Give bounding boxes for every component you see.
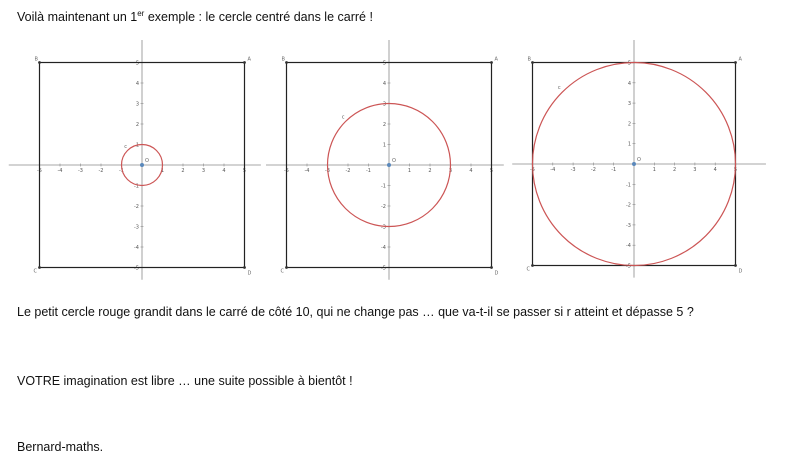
circle-label: c [341,114,345,121]
vertex-point [285,61,288,64]
vertex-label: C [526,266,530,273]
y-tick-label: 4 [135,81,139,87]
vertex-point [243,266,246,269]
vertex-point [531,264,534,267]
vertex-label: B [34,56,38,63]
x-tick-label: -2 [98,168,104,174]
x-tick-label: 4 [222,168,226,174]
vertex-point [734,61,737,64]
vertex-point [38,61,41,64]
y-tick-label: -5 [626,263,631,270]
x-tick-label: -1 [611,167,617,173]
x-tick-label: -2 [590,167,596,173]
vertex-label: B [281,56,285,63]
y-tick-label: -3 [381,224,386,231]
y-tick-label: 3 [135,101,139,108]
x-tick-label: 1 [407,168,412,174]
y-tick-label: 5 [135,60,139,67]
intro-line [17,9,373,24]
y-tick-label: 4 [382,81,386,87]
x-tick-label: -3 [325,168,330,174]
x-tick-label: 4 [469,168,473,174]
origin-label: O [637,157,641,163]
x-tick-label: 2 [428,168,432,174]
vertex-label: B [527,56,531,63]
y-tick-label: 2 [135,122,139,128]
figure-circle-r5 [504,40,774,280]
vertex-label: A [738,56,742,63]
x-tick-label: -3 [78,168,83,174]
vertex-point [490,61,493,64]
intro-text-start: Voilà maintenant un 1 [17,10,138,25]
circle-label: c [124,144,127,151]
intro-superscript: er [137,9,145,18]
x-tick-label: 3 [693,167,697,173]
question-paragraph: Le petit cercle rouge grandit dans le carré de côté 10, qui ne change pas … que va-t-il se passer si r atteint et dépasse 5 ? [17,305,694,319]
y-tick-label: 2 [627,121,631,128]
y-tick-label: 3 [627,101,631,108]
x-tick-label: -4 [550,167,556,173]
y-tick-label: -4 [626,243,631,250]
x-tick-label: -5 [37,168,42,174]
x-tick-label: 1 [652,167,656,173]
x-tick-label: 5 [242,168,247,174]
y-tick-label: 1 [135,142,139,149]
origin-point [140,163,144,167]
x-tick-label: -4 [57,168,63,174]
vertex-point [734,264,737,267]
y-tick-label: -5 [381,265,386,272]
signature: Bernard-maths. [17,440,104,454]
x-tick-label: 5 [733,167,738,173]
origin-label: O [392,158,396,164]
y-tick-label: 1 [627,141,631,148]
x-tick-label: -1 [366,168,371,174]
x-tick-label: 3 [201,168,206,174]
y-tick-label: 3 [382,101,386,108]
origin-point [632,162,636,166]
y-tick-label: 4 [627,80,631,87]
vertex-label: C [33,268,37,275]
imagination-paragraph: VOTRE imagination est libre … une suite possible à bientôt ! [17,374,353,388]
y-tick-label: -4 [134,245,139,251]
vertex-label: A [494,56,498,63]
y-tick-label: -3 [134,224,139,231]
vertex-point [243,61,246,64]
x-tick-label: -5 [284,168,289,174]
vertex-point [285,266,288,269]
y-tick-label: 5 [382,60,386,67]
vertex-point [490,266,493,269]
x-tick-label: -5 [530,167,535,173]
x-tick-label: -1 [119,168,124,174]
x-tick-label: 5 [489,168,494,174]
figure-circle-r3 [258,40,508,280]
vertex-label: D [247,270,252,277]
figure-circle-r1 [0,40,270,280]
x-tick-label: -2 [345,168,351,174]
vertex-label: D [494,270,499,277]
y-tick-label: -2 [626,202,631,209]
y-tick-label: -5 [134,265,139,272]
x-tick-label: 1 [160,168,165,174]
vertex-label: A [247,56,251,63]
vertex-point [38,266,41,269]
y-tick-label: -2 [134,204,139,210]
x-tick-label: 2 [181,168,185,174]
circle-label: c [557,84,561,91]
intro-text-end: exemple : le cercle centré dans le carré ! [144,10,373,25]
x-tick-label: -4 [304,168,310,174]
origin-point [387,163,391,167]
y-tick-label: 2 [382,122,386,128]
vertex-label: D [738,268,743,275]
vertex-label: C [280,268,284,275]
y-tick-label: -2 [381,204,386,210]
y-tick-label: 1 [382,142,386,149]
x-tick-label: 2 [673,167,677,173]
x-tick-label: -3 [570,167,576,173]
y-tick-label: -3 [626,222,631,229]
y-tick-label: -1 [626,182,631,189]
origin-label: O [145,158,149,164]
x-tick-label: 3 [448,168,453,174]
y-tick-label: -1 [134,183,139,190]
x-tick-label: 4 [713,167,717,173]
vertex-point [531,61,534,64]
y-tick-label: -1 [381,183,386,190]
y-tick-label: -4 [381,245,386,251]
y-tick-label: 5 [627,60,631,67]
